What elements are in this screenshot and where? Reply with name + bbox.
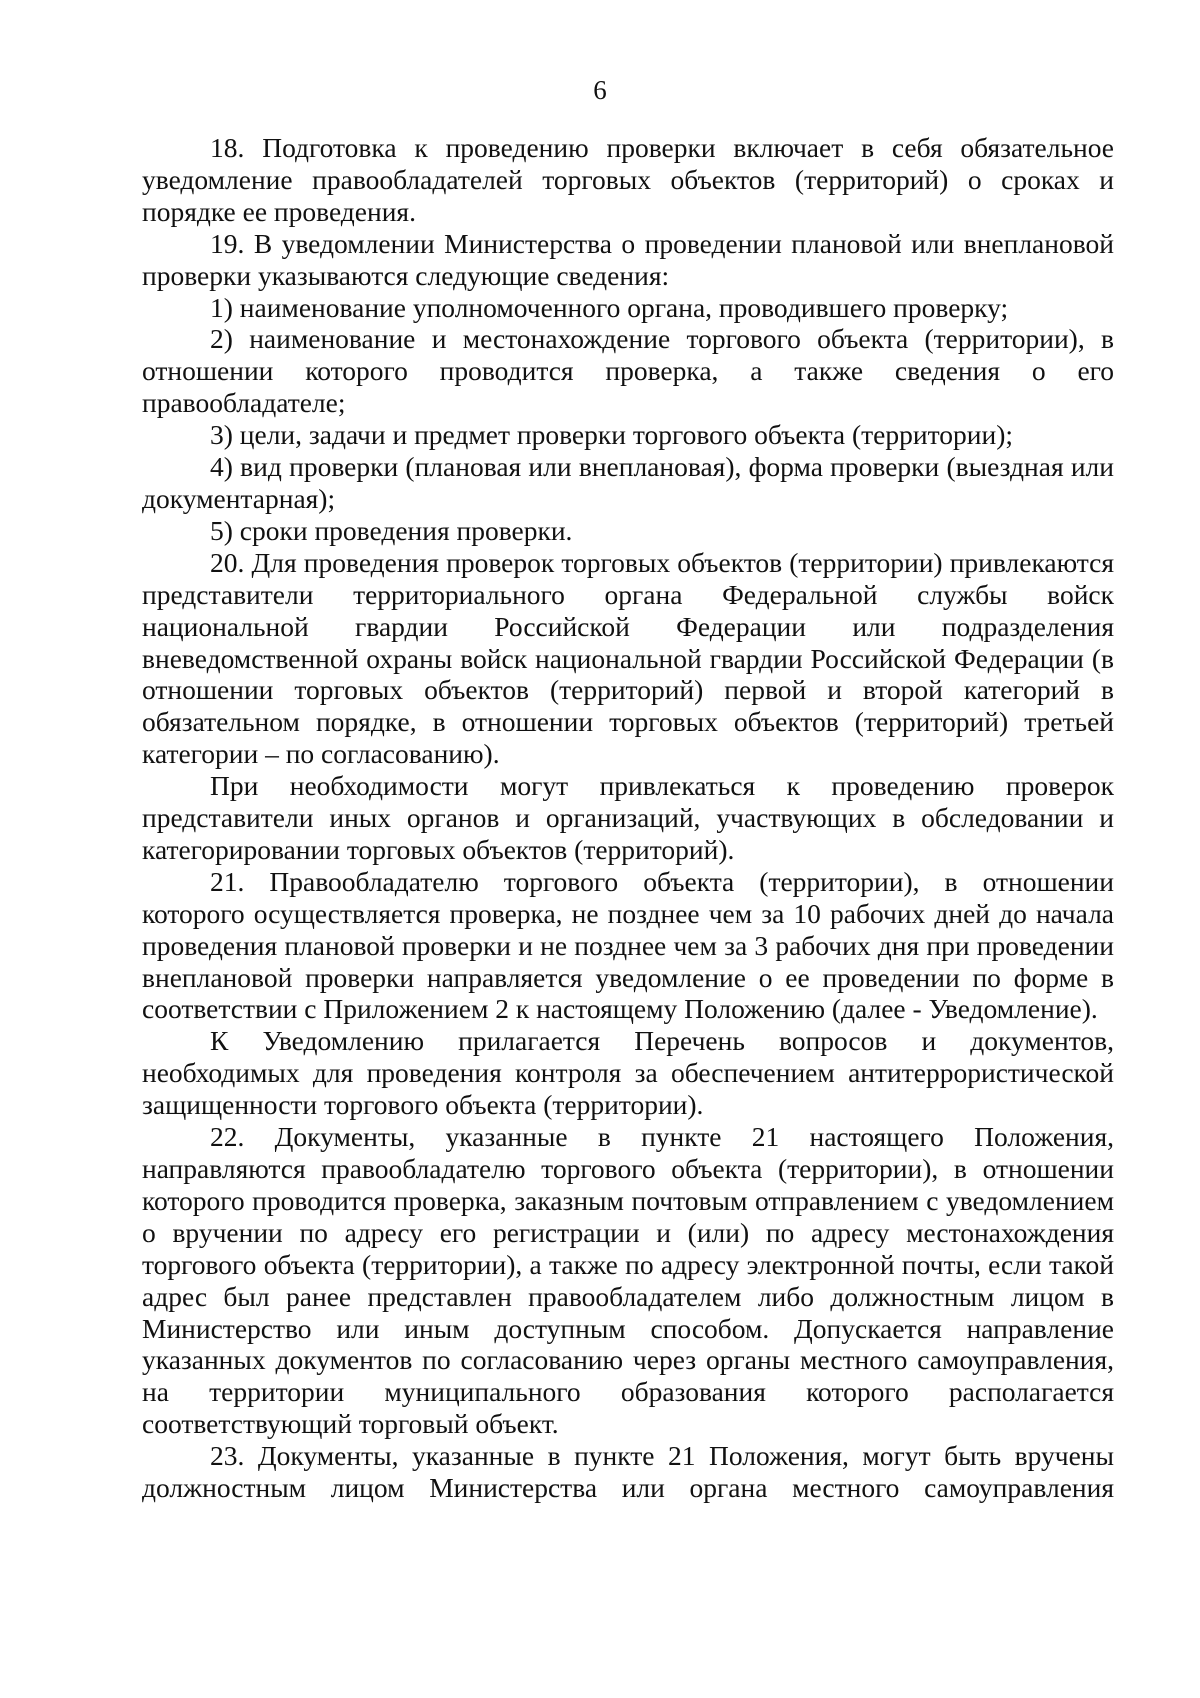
document-body — [142, 132, 1114, 1504]
paragraph-21-continued: К Уведомлению прилагается Перечень вопросов и документов, необходимых для проведения контроля за обеспечением антитеррористической защищенности торгового объекта (территории). — [142, 1025, 1114, 1121]
list-item-2: 2) наименование и местонахождение торгового объекта (территории), в отношении которого проводится проверка, а также сведения о его правообладателе; — [142, 323, 1114, 419]
page-number: 6 — [593, 75, 607, 105]
paragraph-20-continued: При необходимости могут привлекаться к проведению проверок представители иных органов и организаций, участвующих в обследовании и категорировании торговых объектов (территорий). — [142, 770, 1114, 865]
paragraph-22: 22. Документы, указанные в пункте 21 настоящего Положения, направляются правообладателю торгового объекта (территории), в отношении которого проводится проверка, заказным почтовым отправлением с уведомлением о вручении по адресу его регистрации и (или) по адресу местонахождения торгового объекта (территории), а также по адресу электронной почты, если такой адрес был ранее представлен правообладателем либо должностным лицом в Министерство или иным доступным способом. Допускается направление указанных документов по согласованию через органы местного самоуправления, на территории муниципального образования которого располагается соответствующий торговый объект. — [142, 1121, 1114, 1440]
paragraph-18: 18. Подготовка к проведению проверки включает в себя обязательное уведомление правообладателей торговых объектов (территорий) о сроках и порядке ее проведения. — [142, 132, 1114, 227]
paragraph-19: 19. В уведомлении Министерства о проведении плановой или внеплановой проверки указываются следующие сведения: — [142, 227, 1114, 291]
list-item-3: 3) цели, задачи и предмет проверки торгового объекта (территории); — [210, 419, 1013, 451]
list-item-4: 4) вид проверки (плановая или внеплановая), форма проверки (выездная или документарная); — [142, 451, 1114, 514]
paragraph-21: 21. Правообладателю торгового объекта (территории), в отношении которого осуществляется проверка, не позднее чем за 10 рабочих дней до начала проведения плановой проверки и не позднее чем за 3 рабочих дня при проведении внеплановой проверки направляется уведомление о ее проведении по форме в соответствии с Приложением 2 к настоящему Положению (далее - Уведомление). — [142, 865, 1114, 1025]
paragraph-23: 23. Документы, указанные в пункте 21 Положения, могут быть вручены должностным лицом Министерства или органа местного самоуправления — [142, 1440, 1114, 1504]
list-item-5: 5) сроки проведения проверки. — [210, 514, 573, 546]
list-item-1: 1) наименование уполномоченного органа, проводившего проверку; — [210, 291, 1009, 323]
paragraph-20: 20. Для проведения проверок торговых объектов (территории) привлекаются представители территориального органа Федеральной службы войск национальной гвардии Российской Федерации или подразделения вневедомственной охраны войск национальной гвардии Российской Федерации (в отношении торговых объектов (территорий) первой и второй категорий в обязательном порядке, в отношении торговых объектов (территорий) третьей категории – по согласованию). — [142, 546, 1114, 770]
